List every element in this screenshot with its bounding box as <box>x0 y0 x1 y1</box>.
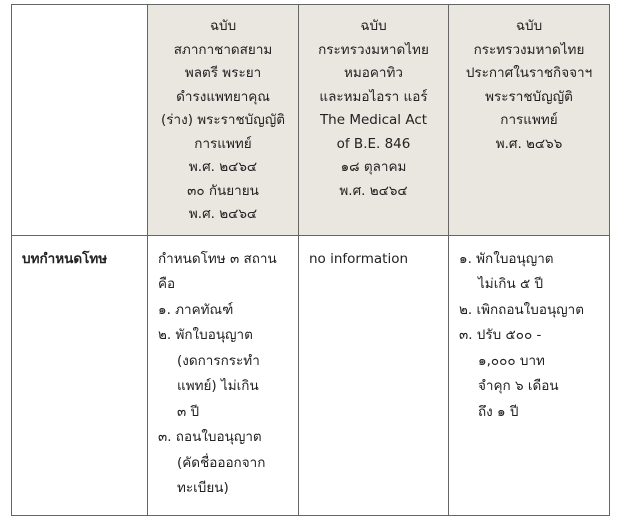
header-row <box>12 5 610 236</box>
row-label-penalty: บทกำหนดโทษ <box>12 235 148 515</box>
header-line: กระทรวงมหาดไทย <box>473 41 585 58</box>
cell-line: คือ <box>158 276 176 292</box>
header-line: พลตรี พระยา <box>184 65 262 81</box>
header-line: พ.ศ. ๒๔๖๖ <box>495 135 563 152</box>
header-line: การแพทย์ <box>194 135 252 152</box>
penalty-cell-interior-medical-act <box>299 235 449 515</box>
cell-line: แพทย์) ไม่เกิน <box>177 378 259 394</box>
header-line: พระราชบัญญัติ <box>485 88 573 105</box>
header-line: of B.E. 846 <box>336 135 411 152</box>
cell-line: no information <box>309 250 409 267</box>
comparison-table <box>11 4 610 516</box>
penalty-row <box>12 235 610 515</box>
penalty-cell-interior-gazette <box>449 235 610 515</box>
header-line: ๑๘ ตุลาคม <box>340 159 407 175</box>
header-line: ดำรงแพทยาคุณ <box>176 88 270 105</box>
header-cell-red-cross-draft <box>148 5 299 236</box>
header-cell-interior-medical-act <box>299 5 449 236</box>
cell-line: ไม่เกิน ๕ ปี <box>478 276 544 292</box>
cell-line: ๑. พักใบอนุญาต <box>459 250 554 267</box>
header-line: ฉบับ <box>360 18 387 34</box>
header-line: ประกาศในราชกิจจาฯ <box>465 65 593 81</box>
header-line: ฉบับ <box>515 18 543 34</box>
header-corner-cell <box>12 5 148 236</box>
cell-line: ถึง ๑ ปี <box>478 403 519 420</box>
header-line: หมอคาทิว <box>344 65 403 81</box>
header-line: สภากาชาดสยาม <box>173 41 273 58</box>
cell-line: กำหนดโทษ ๓ สถาน <box>158 250 277 267</box>
header-line: (ร่าง) พระราชบัญญัติ <box>161 112 285 128</box>
header-cell-interior-gazette <box>449 5 610 236</box>
cell-line: จำคุก ๖ เดือน <box>478 378 559 394</box>
cell-line: ๒. พักใบอนุญาต <box>158 327 253 343</box>
cell-line: (คัดชื่อออกจาก <box>177 454 266 471</box>
cell-line: ๓. ถอนใบอนุญาต <box>158 429 262 445</box>
header-line: The Medical Act <box>319 112 428 128</box>
penalty-cell-red-cross-draft <box>148 235 299 515</box>
cell-line: (งดการกระทำ <box>177 352 260 369</box>
header-line: พ.ศ. ๒๔๖๔ <box>339 182 408 199</box>
header-line: ฉบับ <box>209 18 237 34</box>
cell-line: ๒. เพิกถอนใบอนุญาต <box>459 301 585 318</box>
cell-line: ๑,๐๐๐ บาท <box>478 352 545 369</box>
cell-line: ๑. ภาคทัณฑ์ <box>158 301 234 318</box>
header-line: การแพทย์ <box>500 112 558 128</box>
header-line: กระทรวงมหาดไทย <box>318 41 429 58</box>
cell-line: ๓ ปี <box>177 403 200 420</box>
header-line: ๓๐ กันยายน <box>187 182 259 199</box>
header-line: และหมอไอรา แอร์ <box>319 88 428 105</box>
cell-line: ๓. ปรับ ๕๐๐ - <box>459 327 542 343</box>
header-line: พ.ศ. ๒๔๖๔ <box>188 159 258 175</box>
header-line: พ.ศ. ๒๔๖๔ <box>188 206 258 222</box>
cell-line: ทะเบียน) <box>177 480 229 496</box>
